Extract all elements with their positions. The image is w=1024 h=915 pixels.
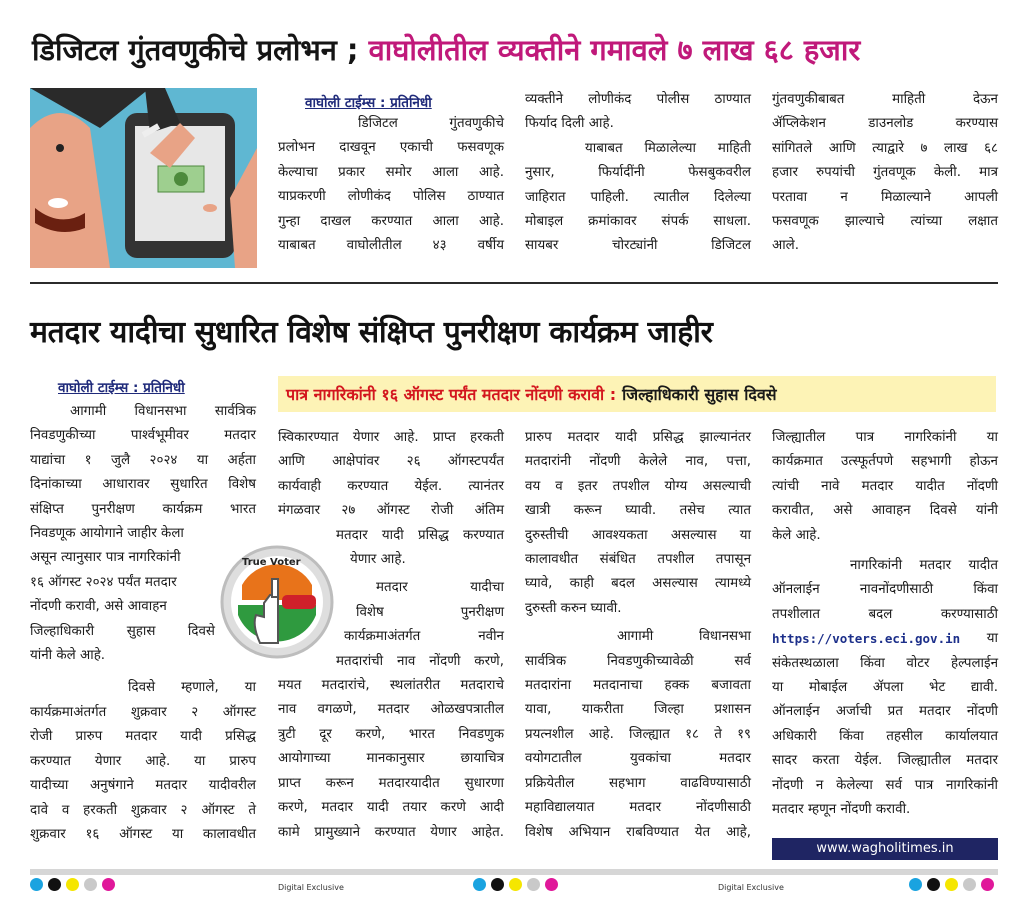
- article2-col4: [772, 426, 998, 823]
- text-line: कार्यक्रमात उत्स्फूर्तपणे सहभागी होऊन: [772, 454, 998, 470]
- text-line: केले आहे.: [772, 527, 821, 543]
- text-line: वयोगटातील युवकांचा मतदार: [525, 751, 751, 767]
- text-line: शुक्रवार १६ ऑगस्ट या कालावधीत: [30, 826, 256, 842]
- text-line: कामे प्रामुख्याने करण्यात येणार आहेत.: [278, 824, 504, 840]
- article1-byline: वाघोली टाईम्स : प्रतिनिधी: [305, 95, 432, 111]
- text-line: यावा, याकरीता जिल्हा प्रशासन: [525, 702, 751, 718]
- article2-headline: मतदार यादीचा सुधारित विशेष संक्षिप्त पुनरीक्षण कार्यक्रम जाहीर: [30, 315, 713, 350]
- text-line: करण्यात येणार आहे. या प्रारुप: [30, 753, 256, 769]
- text-line: करणे, मतदार यादी तयार करणे आदी: [278, 800, 504, 816]
- yellow-dot: [945, 878, 958, 891]
- footer-bar: [30, 869, 998, 875]
- text-line: प्रारुप मतदार यादी प्रसिद्ध झाल्यानंतर: [525, 430, 751, 445]
- yellow-dot: [66, 878, 79, 891]
- gray-dot: [527, 878, 540, 891]
- text-line: करावीत, असे आवाहन दिवसे यांनी: [772, 503, 998, 519]
- text-line: आले.: [772, 238, 800, 254]
- text-line: सादर करता येईल. जिल्ह्यातील मतदार: [772, 753, 998, 769]
- subheadline-black: जिल्हाधिकारी सुहास दिवसे: [622, 385, 777, 404]
- text-line: संकेतस्थळाला किंवा वोटर हेल्पलाईन: [772, 655, 998, 671]
- text-line: खात्री करून घ्यावी. तसेच त्यात: [525, 503, 751, 519]
- magenta-dot: [545, 878, 558, 891]
- text-line: मतदार यादी प्रसिद्ध करण्यात: [336, 527, 504, 543]
- text-line: मतदार म्हणून नोंदणी करावी.: [772, 802, 911, 818]
- article1-headline-black: डिजिटल गुंतवणुकीचे प्रलोभन ;: [32, 33, 359, 67]
- text-line: नोंदणी करावी, असे आवाहन: [30, 599, 167, 615]
- text-line: मयत मतदारांचे, स्थलांतरीत मतदाराचे: [278, 678, 504, 694]
- text-line: मतदार यादीचा: [376, 580, 504, 596]
- text-line: गुंतवणुकीबाबत माहिती देऊन: [772, 92, 998, 107]
- text-line: दुरुस्तीची आवश्यकता असल्यास या: [525, 527, 751, 543]
- text-line: याद्यांचा १ जुलै २०२४ या अर्हता: [30, 452, 256, 468]
- color-registration-dots-left: [30, 878, 115, 891]
- text-line: आयोगाच्या मानकानुसार छायाचित्र: [278, 751, 504, 767]
- text-line: यादीच्या अनुषंगाने मतदार यादीवरील: [30, 778, 256, 794]
- text-line: याप्रकरणी लोणीकंद पोलिस ठाण्यात: [278, 189, 504, 205]
- text-line: जिल्ह्यातील पात्र नागरिकांनी या: [772, 430, 998, 445]
- badge-label: True Voter: [242, 557, 301, 568]
- text-line: परतावा न मिळाल्याने आपली: [772, 189, 998, 205]
- text-line: मतदारांना मतदानाचा हक्क बजावता: [525, 678, 751, 694]
- text-line: दिवसे म्हणाले, या: [128, 680, 256, 696]
- text-line: वय व इतर तपशील योग्य असल्याची: [525, 478, 751, 494]
- text-line: मंगळवार २७ ऑगस्ट रोजी अंतिम: [278, 503, 504, 519]
- text-line: फिर्याद दिली आहे.: [525, 116, 614, 132]
- text-line: १६ ऑगस्ट २०२४ पर्यंत मतदार: [30, 574, 177, 590]
- text-line: येणार आहे.: [350, 552, 406, 568]
- text-line: याबाबत मिळालेल्या माहिती: [585, 140, 751, 156]
- text-line: प्रलोभन दाखवून एकाची फसवणूक: [278, 140, 504, 156]
- black-dot: [927, 878, 940, 891]
- yellow-dot: [509, 878, 522, 891]
- magenta-dot: [102, 878, 115, 891]
- text-line: अधिकारी किंवा तहसील कार्यालयात: [772, 728, 998, 744]
- article1-col2: [525, 88, 751, 259]
- black-dot: [48, 878, 61, 891]
- article2-byline: वाघोली टाईम्स : प्रतिनिधी: [58, 380, 185, 396]
- article1-headline: [32, 30, 1012, 74]
- text-line: रोजी प्रारुप मतदार यादी प्रसिद्ध: [30, 729, 256, 745]
- text-line: आणि आक्षेपांवर २६ ऑगस्टपर्यंत: [278, 454, 504, 470]
- text-line: विशेष पुनरीक्षण: [356, 604, 504, 620]
- text-line: फसवणूक झाल्याचे त्यांच्या लक्षात: [772, 214, 998, 230]
- text-line: प्रक्रियेतील सहभाग वाढविण्यासाठी: [525, 775, 751, 791]
- article2-subheadline: [278, 376, 996, 412]
- article1-col1: [278, 112, 504, 258]
- gray-dot: [963, 878, 976, 891]
- text-line: कार्यक्रमाअंतर्गत शुक्रवार २ ऑगस्ट: [30, 704, 256, 720]
- subheadline-red: पात्र नागरिकांनी १६ ऑगस्ट पर्यंत मतदार नोंदणी करावी :: [286, 385, 617, 404]
- text-line: ऑनलाईन अर्जाची प्रत मतदार नोंदणी: [772, 704, 998, 720]
- text-line: निवडणुकीच्या पार्श्वभूमीवर मतदार: [30, 428, 256, 444]
- text-line: दुरुस्ती करुन घ्यावी.: [525, 600, 622, 616]
- website-banner[interactable]: www.wagholitimes.in: [772, 838, 998, 860]
- text-line: [772, 627, 998, 651]
- text-line: गुन्हा दाखल करण्यात आला आहे.: [278, 213, 504, 229]
- cyan-dot: [473, 878, 486, 891]
- text-line: नागरिकांनी मतदार यादीत: [850, 558, 998, 574]
- text-line: यांनी केले आहे.: [30, 648, 106, 664]
- text-line-tail: या: [986, 631, 998, 647]
- voter-portal-link[interactable]: https://voters.eci.gov.in: [772, 631, 961, 647]
- text-line: कालावधीत संबंधित तपशील तपासून: [525, 552, 751, 568]
- text-line: जिल्हाधिकारी सुहास दिवसे: [30, 623, 215, 639]
- text-line: असून त्यानुसार पात्र नागरिकांनी: [30, 550, 181, 566]
- footer-label-right: Digital Exclusive: [718, 883, 784, 892]
- text-line: कार्यक्रमाअंतर्गत नवीन: [344, 629, 504, 645]
- text-line: दावे व हरकती शुक्रवार २ ऑगस्ट ते: [30, 802, 256, 818]
- color-registration-dots-center: [473, 878, 558, 891]
- text-line: आगामी विधानसभा: [617, 629, 751, 645]
- gray-dot: [84, 878, 97, 891]
- text-line: विशेष अभियान राबविण्यात येत आहे,: [525, 824, 751, 840]
- text-line: ॲप्लिकेशन डाउनलोड करण्यास: [772, 116, 998, 132]
- article1-headline-magenta: वाघोलीतील व्यक्तीने गमावले ७ लाख ६८ हजार: [368, 33, 861, 67]
- article1-col3: [772, 88, 998, 259]
- text-line: त्रुटी दूर करणे, भारत निवडणुक: [278, 726, 504, 742]
- magenta-dot: [981, 878, 994, 891]
- text-line: मोबाइल क्रमांकावर संपर्क साधला.: [525, 214, 751, 230]
- text-line: प्रयत्नशील आहे. जिल्ह्यात १८ ते १९: [525, 726, 751, 742]
- text-line: तपशीलात बदल करण्यासाठी: [772, 606, 998, 622]
- article2-col2: [278, 426, 504, 845]
- text-line: निवडणूक आयोगाने जाहीर केला: [30, 526, 184, 542]
- text-line: व्यक्तीने लोणीकंद पोलीस ठाण्यात: [525, 92, 751, 107]
- text-line: प्राप्त करून मतदारयादीत सुधारणा: [278, 775, 504, 791]
- text-line: सार्वत्रिक निवडणुकीच्यावेळी सर्व: [525, 653, 751, 669]
- color-registration-dots-right: [909, 878, 994, 891]
- section-divider: [30, 282, 998, 284]
- text-line: मतदारांची नाव नोंदणी करणे,: [336, 653, 504, 669]
- footer-label-left: Digital Exclusive: [278, 883, 344, 892]
- text-line: आगामी विधानसभा सार्वत्रिक: [70, 404, 256, 419]
- cyan-dot: [909, 878, 922, 891]
- text-line: त्यांची नावे मतदार यादीत नोंदणी: [772, 478, 998, 494]
- text-line: केल्याचा प्रकार समोर आला आहे.: [278, 164, 504, 180]
- black-dot: [491, 878, 504, 891]
- text-line: मतदारांनी नोंदणी केलेले नाव, पत्ता,: [525, 454, 751, 470]
- text-line: जाहिरात पाहिली. त्यातील दिलेल्या: [525, 189, 751, 205]
- text-line: कार्यवाही करण्यात येईल. त्यानंतर: [278, 478, 504, 494]
- text-line: डिजिटल गुंतवणुकीचे: [358, 116, 504, 131]
- text-line: नाव वगळणे, मतदार ओळखपत्रातील: [278, 702, 504, 718]
- cyan-dot: [30, 878, 43, 891]
- text-line: महाविद्यालयात मतदार नोंदणीसाठी: [525, 800, 751, 816]
- text-line: ऑनलाईन नावनोंदणीसाठी किंवा: [772, 582, 998, 598]
- text-line: स्विकारण्यात येणार आहे. प्राप्त हरकती: [278, 430, 504, 445]
- article2-col3: [525, 426, 751, 845]
- text-line: संक्षिप्त पुनरीक्षण कार्यक्रम भारत: [30, 501, 256, 517]
- text-line: दिनांकाच्या आधारावर सुधारित विशेष: [30, 477, 256, 493]
- text-line: सांगितले आणि त्याद्वारे ७ लाख ६८: [772, 140, 998, 156]
- text-line: या मोबाईल ॲपला भेट द्यावी.: [772, 680, 998, 696]
- text-line: नोंदणी न केलेल्या सर्व पात्र नागरिकांनी: [772, 777, 998, 793]
- phone-scam-illustration: [30, 88, 257, 268]
- text-line: हजार रुपयांची गुंतवणूक केली. मात्र: [772, 165, 998, 181]
- text-line: घ्यावे, काही बदल असल्यास त्यामध्ये: [525, 576, 751, 592]
- text-line: सायबर चोरट्यांनी डिजिटल: [525, 238, 751, 254]
- text-line: याबाबत वाघोलीतील ४३ वर्षीय: [278, 238, 504, 254]
- text-line: नुसार, फिर्यादींनी फेसबुकवरील: [525, 165, 751, 181]
